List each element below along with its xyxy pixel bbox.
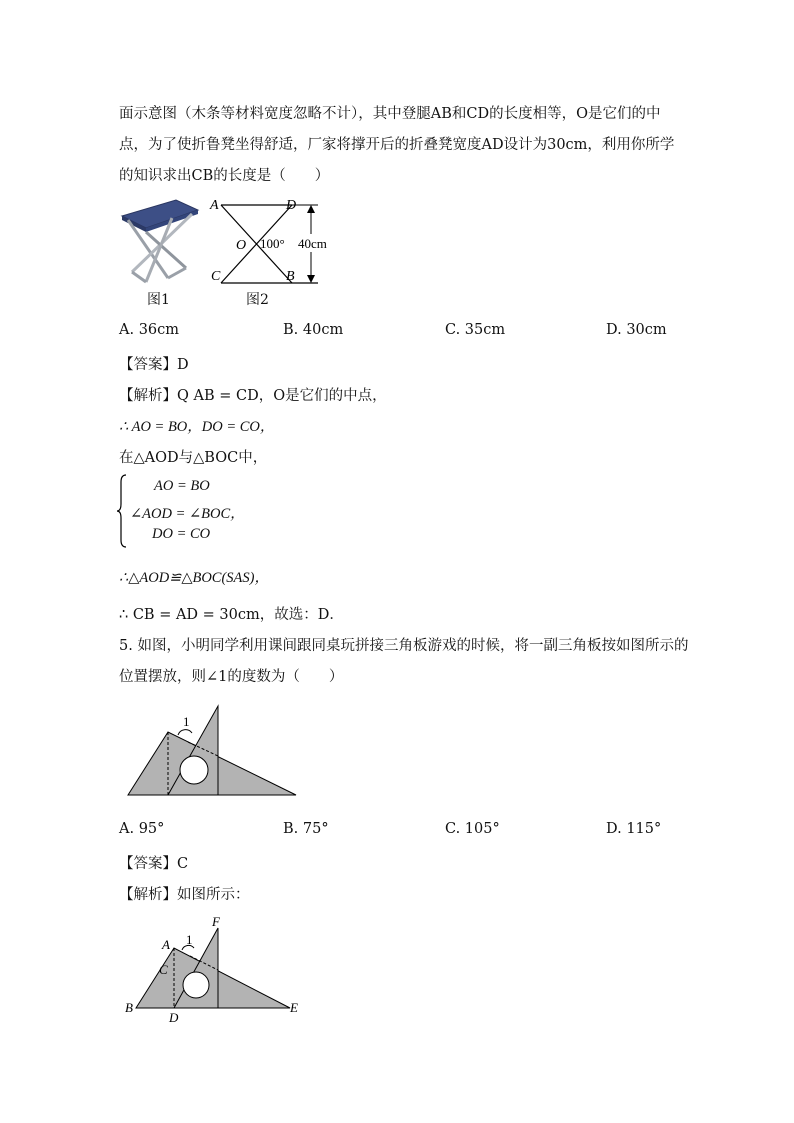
q5-stem-line1: 5. 如图，小明同学利用课间跟同桌玩拼接三角板游戏的时候，将一副三角板按如图所示的 bbox=[119, 638, 689, 654]
fig1-caption: 图1 bbox=[147, 292, 170, 308]
fig2-label-a: A bbox=[210, 198, 219, 213]
fig2-label-d: D bbox=[286, 198, 297, 213]
fig2-label-c: C bbox=[211, 269, 221, 284]
fig-label-d: D bbox=[169, 1010, 179, 1024]
q4-option-a: A. 36cm bbox=[119, 322, 180, 338]
q5-option-b: B. 75° bbox=[283, 821, 329, 837]
q4-stem-line2: 点，为了使折鲁凳坐得舒适，厂家将撑开后的折叠凳宽度AD设计为30cm，利用你所学 bbox=[119, 137, 675, 153]
q5-answer: 【答案】C bbox=[119, 856, 189, 872]
q4-system-eq1: AO = BO bbox=[154, 478, 210, 494]
q4-option-d: D. 30cm bbox=[606, 322, 667, 338]
q4-analysis-line3: 在△AOD与△BOC中， bbox=[119, 450, 268, 466]
q4-stem-line1: 面示意图（木条等材料宽度忽略不计），其中登腿AB和CD的长度相等，O是它们的中 bbox=[119, 106, 661, 122]
fig-label-1: 1 bbox=[186, 932, 193, 947]
q4-system-eq3: DO = CO bbox=[152, 526, 211, 542]
q5-stem-line2: 位置摆放，则∠1的度数为（ ） bbox=[119, 669, 344, 685]
fig-label-b: B bbox=[125, 1000, 133, 1015]
q4-analysis-line1: 【解析】Q AB = CD，O是它们的中点， bbox=[119, 388, 387, 404]
q4-analysis-line5: ∴ CB = AD = 30cm，故选：D． bbox=[119, 607, 344, 623]
labeled-triangle-figure bbox=[122, 912, 308, 1024]
equation-system-brace bbox=[116, 474, 128, 548]
q5-option-c: C. 105° bbox=[445, 821, 500, 837]
q5-angle-1-label: 1 bbox=[183, 714, 190, 729]
q4-analysis-line2: ∴ AO = BO，DO = CO， bbox=[119, 419, 275, 435]
q4-analysis-line4: ∴△AOD≌△BOC(SAS)， bbox=[119, 570, 269, 586]
fig2-caption: 图2 bbox=[246, 292, 269, 308]
stool-geometry-diagram bbox=[200, 194, 350, 290]
fig2-height-label: 40cm bbox=[298, 236, 327, 251]
q4-option-b: B. 40cm bbox=[283, 322, 344, 338]
stool-illustration bbox=[116, 196, 202, 292]
fig2-label-b: B bbox=[286, 269, 295, 284]
q4-system-eq2: ∠AOD = ∠BOC， bbox=[130, 506, 245, 522]
fig2-label-o: O bbox=[236, 238, 247, 253]
fig2-angle-label: 100° bbox=[260, 236, 285, 251]
fig-label-a: A bbox=[162, 937, 170, 952]
fig-label-f: F bbox=[212, 914, 220, 929]
triangle-boards-figure bbox=[126, 702, 302, 800]
fig-label-c: C bbox=[159, 962, 168, 977]
q4-stem-line3: 的知识求出CB的长度是（ ） bbox=[119, 168, 330, 184]
q4-option-c: C. 35cm bbox=[445, 322, 506, 338]
q4-answer: 【答案】D bbox=[119, 357, 189, 373]
q5-option-d: D. 115° bbox=[606, 821, 662, 837]
fig-label-e: E bbox=[290, 1000, 298, 1015]
q5-analysis-line1: 【解析】如图所示： bbox=[119, 887, 250, 903]
q5-option-a: A. 95° bbox=[119, 821, 165, 837]
